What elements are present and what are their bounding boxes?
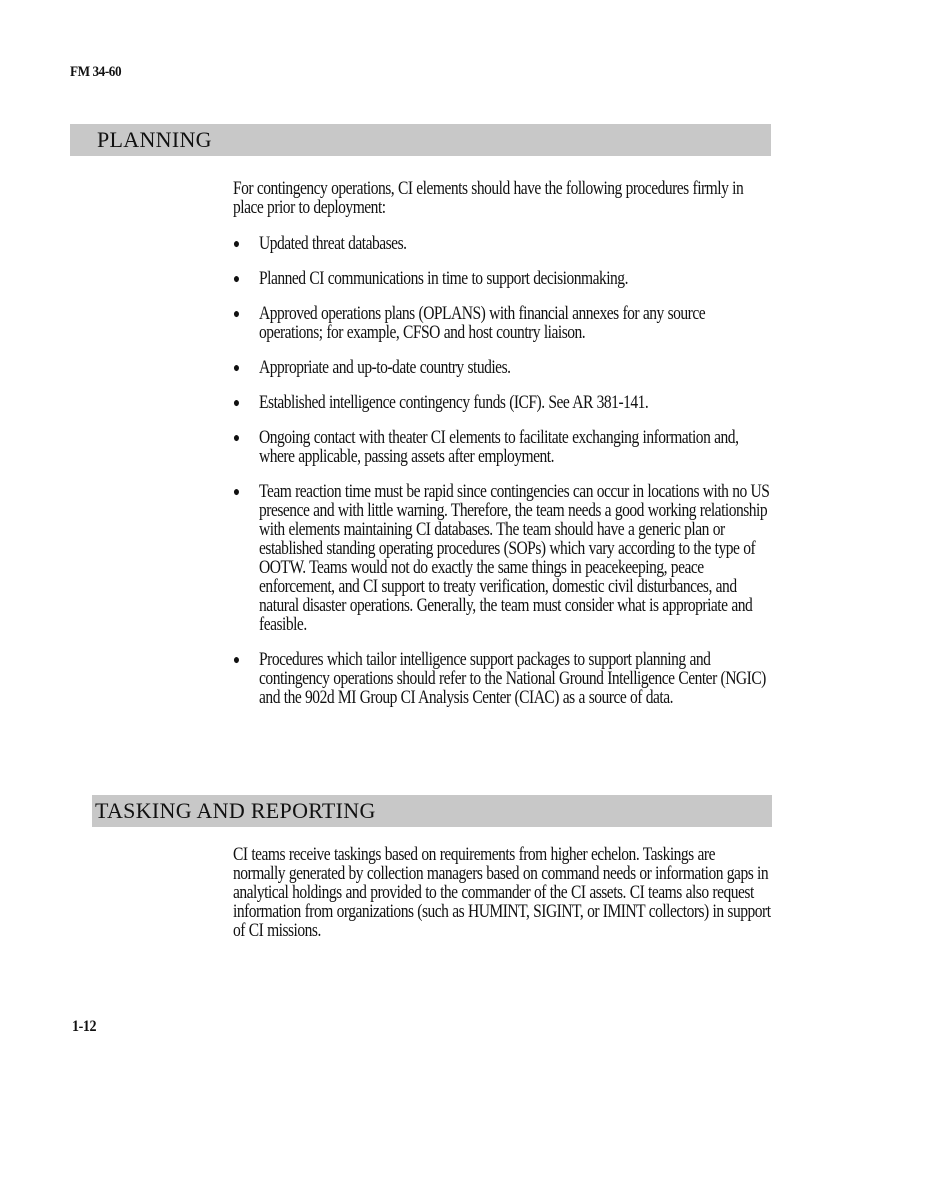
list-item xyxy=(233,305,771,343)
section-bar-planning xyxy=(70,124,771,156)
list-item xyxy=(233,429,771,467)
list-item-text: Established intelligence contingency funds (ICF). See AR 381-141. xyxy=(259,393,649,413)
bullet-icon: ● xyxy=(233,361,240,376)
list-item-text: Procedures which tailor intelligence support packages to support planning and contingency operations should refer to the National Ground Intelligence Center (NGIC) and the 902d MI Group CI Analysis Center (CIAC) as a source of data. xyxy=(259,650,766,708)
list-item xyxy=(233,394,771,413)
bullet-icon: ● xyxy=(233,307,240,322)
document-id: FM 34-60 xyxy=(70,64,122,80)
list-item-text: Updated threat databases. xyxy=(259,234,407,254)
list-item xyxy=(233,235,771,254)
bullet-icon: ● xyxy=(233,396,240,411)
list-item-text: Approved operations plans (OPLANS) with financial annexes for any source operations; for example, CFSO and host country liaison. xyxy=(259,304,706,343)
planning-intro-paragraph: For contingency operations, CI elements should have the following procedures firmly in place prior to deployment: xyxy=(233,179,744,218)
list-item-text: Appropriate and up-to-date country studies. xyxy=(259,358,511,378)
section-title-planning: PLANNING xyxy=(97,127,212,152)
bullet-icon: ● xyxy=(233,431,240,446)
list-item-text: Team reaction time must be rapid since contingencies can occur in locations with no US presence and with little warning. Therefore, the team needs a good working relationship with elements maintaining CI databases. The team should have a generic plan or established standing operating procedures (SOPs) which vary according to the type of OOTW. Teams would not do exactly the same things in peacekeeping, peace enforcement, and CI support to treaty verification, domestic civil disturbances, and natural disaster operations. Generally, the team must consider what is appropriate and feasible. xyxy=(259,482,770,635)
planning-bullet-list xyxy=(233,235,771,724)
list-item xyxy=(233,270,771,289)
tasking-paragraph: CI teams receive taskings based on requirements from higher echelon. Taskings are normally generated by collection managers based on command needs or information gaps in analytical holdings and provided to the commander of the CI assets. CI teams also request information from organizations (such as HUMINT, SIGINT, or IMINT collectors) in support of CI missions. xyxy=(233,845,771,941)
bullet-icon: ● xyxy=(233,485,240,500)
list-item xyxy=(233,359,771,378)
list-item-text: Ongoing contact with theater CI elements to facilitate exchanging information and, where applicable, passing assets after employment. xyxy=(259,428,739,467)
list-item-text: Planned CI communications in time to support decisionmaking. xyxy=(259,269,628,289)
page-number: 1-12 xyxy=(72,1018,97,1035)
list-item xyxy=(233,651,771,708)
bullet-icon: ● xyxy=(233,237,240,252)
list-item xyxy=(233,483,771,635)
section-title-tasking: TASKING AND REPORTING xyxy=(95,798,376,823)
bullet-icon: ● xyxy=(233,272,240,287)
bullet-icon: ● xyxy=(233,653,240,668)
section-bar-tasking xyxy=(92,795,772,827)
